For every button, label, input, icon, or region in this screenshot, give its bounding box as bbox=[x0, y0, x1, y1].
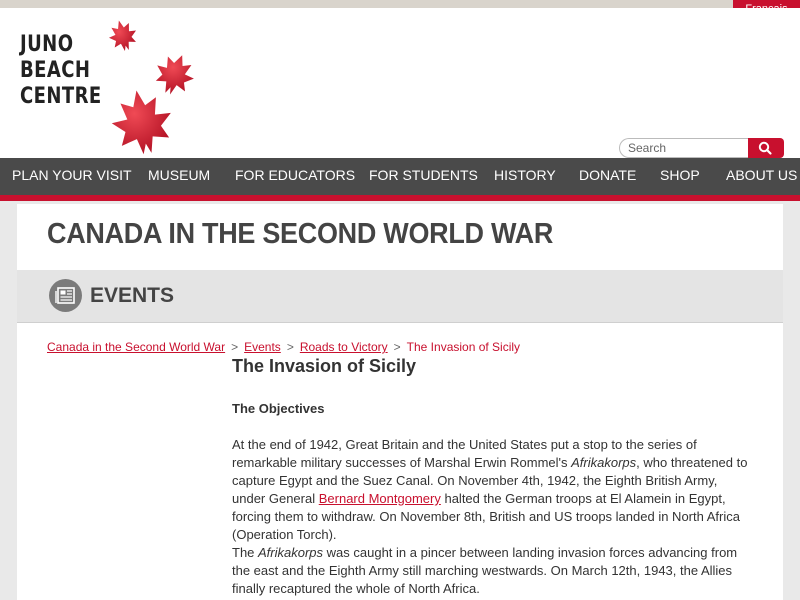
nav-item-museum[interactable]: MUSEUM bbox=[148, 167, 211, 183]
breadcrumb-link-events[interactable]: Events bbox=[244, 340, 281, 354]
main-nav bbox=[0, 158, 800, 195]
article-paragraph: At the end of 1942, Great Britain and the United States put a stop to the series of remarkable military successes of Marshal Erwin Rommel's Afrikakorps, who threatened to capture Egypt and the Suez Canal. On November 4th, 1942, the Eighth British Army, under General Bernard Montgomery halted the German troops at El Alamein in Egypt, forcing them to withdraw. On November 8th, British and US troops landed in North Africa (Operation Torch). The Afrikakorps was caught in a pincer between landing invasion forces advancing from the east and the Eighth Army still marching westwards. On March 12th, 1943, the Allies finally recaptured the whole of North Africa. bbox=[232, 437, 748, 596]
article-title: The Invasion of Sicily bbox=[232, 356, 417, 376]
section-title: EVENTS bbox=[90, 284, 175, 307]
nav-item-for-educators[interactable]: FOR EDUCATORS bbox=[235, 167, 356, 183]
bernard-montgomery-link[interactable]: Bernard Montgomery bbox=[318, 491, 441, 506]
article-subtitle: The Objectives bbox=[232, 401, 325, 416]
nav-item-history[interactable]: HISTORY bbox=[494, 167, 556, 183]
main-content bbox=[17, 204, 783, 600]
search-input[interactable] bbox=[619, 138, 756, 158]
nav-accent-stripe bbox=[0, 195, 800, 201]
search-icon bbox=[748, 138, 784, 158]
juno-beach-centre-logo[interactable] bbox=[20, 32, 200, 166]
nav-item-about-us[interactable]: ABOUT US bbox=[726, 167, 798, 183]
nav-item-plan-your-visit[interactable]: PLAN YOUR VISIT bbox=[12, 167, 132, 183]
top-strip bbox=[0, 0, 800, 8]
chevron-right-icon: > bbox=[393, 340, 401, 354]
breadcrumb-link-roads-to-victory[interactable]: Roads to Victory bbox=[299, 340, 388, 354]
article bbox=[232, 356, 752, 598]
maple-leaves-icon bbox=[20, 20, 200, 166]
nav-item-for-students[interactable]: FOR STUDENTS bbox=[369, 167, 478, 183]
chevron-right-icon: > bbox=[286, 340, 294, 354]
breadcrumb bbox=[47, 340, 520, 354]
search-button[interactable] bbox=[748, 138, 784, 158]
page-title: CANADA IN THE SECOND WORLD WAR bbox=[47, 218, 554, 250]
breadcrumb-link-canada-ww2[interactable]: Canada in the Second World War bbox=[47, 340, 226, 354]
site-header bbox=[0, 8, 800, 158]
breadcrumb-current: The Invasion of Sicily bbox=[406, 340, 521, 354]
newspaper-icon bbox=[49, 279, 82, 312]
search-box bbox=[619, 138, 784, 158]
logo-text: JUNO BEACH CENTRE bbox=[20, 32, 102, 109]
nav-item-shop[interactable]: SHOP bbox=[660, 167, 700, 183]
section-header bbox=[17, 270, 783, 323]
nav-item-donate[interactable]: DONATE bbox=[579, 167, 637, 183]
chevron-right-icon: > bbox=[231, 340, 239, 354]
